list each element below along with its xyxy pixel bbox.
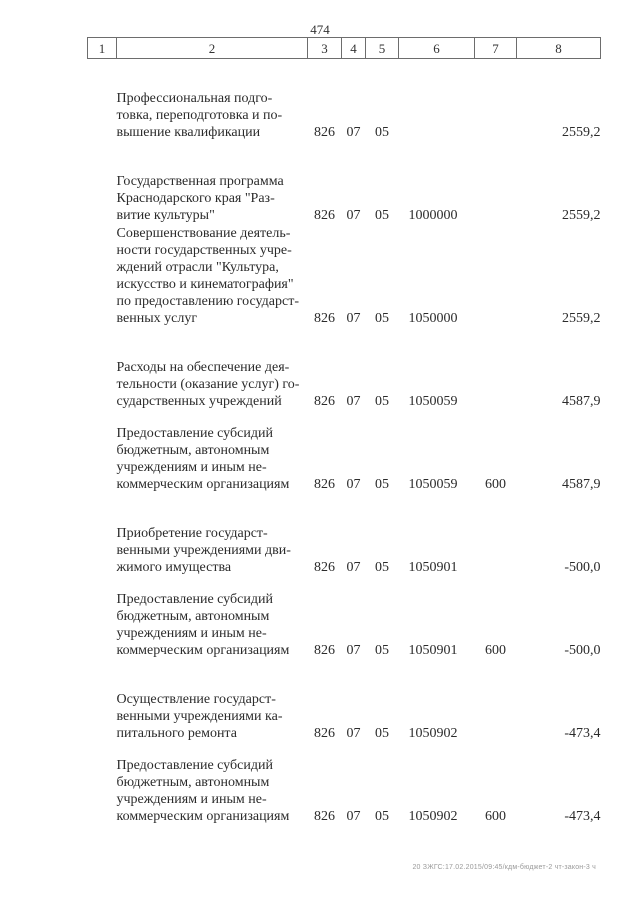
row-target-code: 1050902 [408, 808, 458, 824]
row-section-code: 07 [346, 393, 361, 409]
table-row [88, 328, 601, 411]
row-name-line: учреждениям и иным не- [116, 459, 267, 475]
row-section-code: 07 [346, 725, 361, 741]
row-target-code: 1050901 [408, 642, 458, 658]
row-blank-cell [88, 577, 117, 660]
row-name-line: коммерческим организациям [116, 808, 290, 824]
row-expense-type [475, 59, 517, 142]
row-expense-type [475, 225, 517, 328]
row-expense-type [475, 142, 517, 225]
row-ministry-code: 826 [314, 642, 335, 658]
row-name-line: венными учреждениями дви- [116, 542, 291, 558]
table-row [88, 142, 601, 225]
row-expense-type: 600 [485, 476, 506, 492]
row-name-line: бюджетным, автономным [116, 774, 270, 790]
row-ministry-code: 826 [314, 207, 335, 223]
row-expense-type: 600 [485, 808, 506, 824]
row-name [117, 494, 308, 577]
table-row [88, 411, 601, 494]
row-name-line: сударственных учреждений [116, 393, 282, 409]
row-name-line: коммерческим организациям [116, 642, 290, 658]
row-subsection-code: 05 [375, 725, 389, 741]
row-name-line: коммерческим организациям [116, 476, 290, 492]
row-blank-cell [88, 743, 117, 826]
row-subsection-code: 05 [375, 310, 389, 326]
table-row [88, 577, 601, 660]
row-ministry-code: 826 [314, 476, 335, 492]
row-name-line: Предоставление субсидий [116, 757, 273, 773]
row-blank-cell [88, 225, 117, 328]
table-header [88, 38, 601, 59]
row-amount: -473,4 [564, 808, 601, 824]
row-name-line: Профессиональная подго- [116, 90, 273, 106]
column-number-2: 2 [117, 38, 308, 59]
row-subsection-code: 05 [375, 642, 389, 658]
row-name-line: искусство и кинематография" [116, 276, 294, 292]
row-amount: 4587,9 [562, 476, 601, 492]
row-name-line: учреждениям и иным не- [116, 791, 267, 807]
row-target-code: 1050902 [408, 725, 458, 741]
row-name-line: Краснодарского края "Раз- [116, 190, 275, 206]
row-name-line: Осуществление государст- [116, 691, 276, 707]
column-number-6: 6 [399, 38, 475, 59]
table-row [88, 743, 601, 826]
row-name-line: Предоставление субсидий [116, 425, 273, 441]
row-amount: -500,0 [564, 642, 601, 658]
row-name-line: вышение квалификации [116, 124, 261, 140]
row-subsection-code: 05 [375, 808, 389, 824]
row-section-code: 07 [346, 207, 361, 223]
column-number-8: 8 [517, 38, 601, 59]
row-target-code: 1050000 [408, 310, 458, 326]
budget-table [87, 37, 601, 826]
column-number-5: 5 [366, 38, 399, 59]
row-name [117, 328, 308, 411]
table-row [88, 225, 601, 328]
row-blank-cell [88, 142, 117, 225]
row-amount: -500,0 [564, 559, 601, 575]
row-blank-cell [88, 328, 117, 411]
column-number-4: 4 [342, 38, 366, 59]
row-name-line: товка, переподготовка и по- [116, 107, 283, 123]
row-name [117, 142, 308, 225]
row-name-line: тельности (оказание услуг) го- [116, 376, 300, 392]
row-amount: 2559,2 [562, 310, 601, 326]
table-body [88, 59, 601, 826]
row-subsection-code: 05 [375, 559, 389, 575]
row-ministry-code: 826 [314, 559, 335, 575]
row-target-code: 1050059 [408, 393, 458, 409]
row-amount: 2559,2 [562, 124, 601, 140]
row-name [117, 59, 308, 142]
row-name-line: Совершенствование деятель- [116, 225, 291, 241]
row-name-line: витие культуры" [116, 207, 215, 223]
row-name-line: по предоставлению государст- [116, 293, 299, 309]
row-subsection-code: 05 [375, 476, 389, 492]
row-blank-cell [88, 660, 117, 743]
row-ministry-code: 826 [314, 124, 335, 140]
row-subsection-code: 05 [375, 124, 389, 140]
row-name-line: питального ремонта [116, 725, 237, 741]
row-section-code: 07 [346, 559, 361, 575]
row-name-line: бюджетным, автономным [116, 442, 270, 458]
row-name-line: Приобретение государст- [116, 525, 268, 541]
row-ministry-code: 826 [314, 808, 335, 824]
row-name-line: Расходы на обеспечение дея- [116, 359, 290, 375]
footer-stamp: 20 ЗЖГС:17.02.2015/09:45/кдм-бюджет-2 чт-закон-3 ч [412, 864, 596, 871]
page-number: 474 [310, 22, 330, 37]
row-name [117, 225, 308, 328]
row-expense-type [475, 494, 517, 577]
row-name [117, 743, 308, 826]
row-name-line: бюджетным, автономным [116, 608, 270, 624]
row-name-line: Государственная программа [116, 173, 284, 189]
row-name [117, 660, 308, 743]
row-name-line: ности государственных учре- [116, 242, 292, 258]
row-amount: 2559,2 [562, 207, 601, 223]
row-name-line: Предоставление субсидий [116, 591, 273, 607]
row-expense-type [475, 660, 517, 743]
row-target-code: 1050901 [408, 559, 458, 575]
row-ministry-code: 826 [314, 725, 335, 741]
row-blank-cell [88, 411, 117, 494]
row-target-code [399, 59, 475, 142]
row-name [117, 577, 308, 660]
row-name-line: жимого имущества [116, 559, 232, 575]
row-target-code: 1050059 [408, 476, 458, 492]
row-subsection-code: 05 [375, 207, 389, 223]
column-number-3: 3 [308, 38, 342, 59]
row-name-line: венными учреждениями ка- [116, 708, 283, 724]
row-expense-type [475, 328, 517, 411]
row-expense-type: 600 [485, 642, 506, 658]
row-section-code: 07 [346, 476, 361, 492]
row-name-line: ждений отрасли "Культура, [116, 259, 279, 275]
row-blank-cell [88, 494, 117, 577]
row-amount: 4587,9 [562, 393, 601, 409]
row-name-line: учреждениям и иным не- [116, 625, 267, 641]
column-number-7: 7 [475, 38, 517, 59]
table-row [88, 660, 601, 743]
row-target-code: 1000000 [408, 207, 458, 223]
table-row [88, 494, 601, 577]
column-number-1: 1 [88, 38, 117, 59]
row-name-line: венных услуг [116, 310, 198, 326]
row-section-code: 07 [346, 808, 361, 824]
table-row [88, 59, 601, 142]
row-amount: -473,4 [564, 725, 601, 741]
row-ministry-code: 826 [314, 310, 335, 326]
row-subsection-code: 05 [375, 393, 389, 409]
row-section-code: 07 [346, 310, 361, 326]
row-section-code: 07 [346, 124, 361, 140]
row-section-code: 07 [346, 642, 361, 658]
row-ministry-code: 826 [314, 393, 335, 409]
row-name [117, 411, 308, 494]
row-blank-cell [88, 59, 117, 142]
